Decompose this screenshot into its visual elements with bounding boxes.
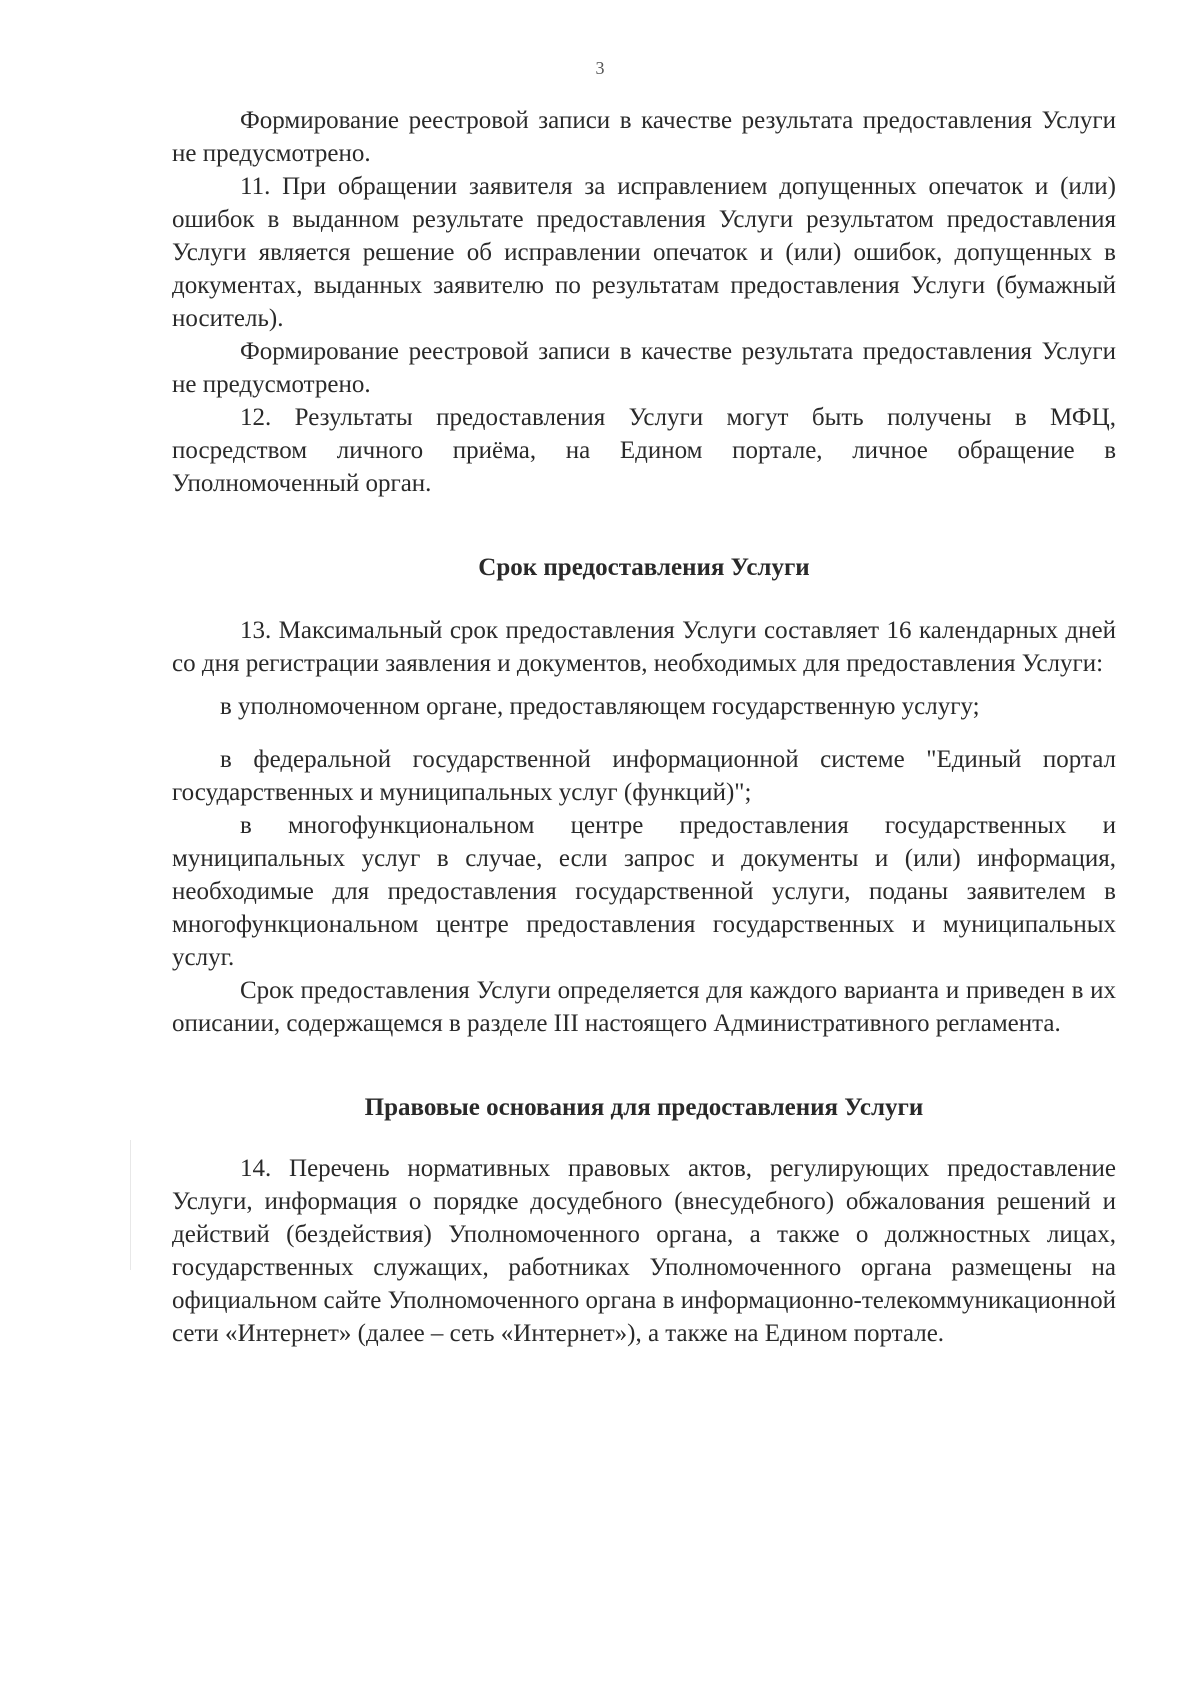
page-number: 3 — [595, 58, 605, 78]
paragraph-registry-note-2: Формирование реестровой записи в качестве результата предоставления Услуги не предусмотрено. — [172, 338, 1116, 398]
paragraph-14: 14. Перечень нормативных правовых актов, регулирующих предоставление Услуги, информация о порядке досудебного (внесудебного) обжалования решений и действий (бездействия) Уполномоченного органа, а также о должностных лицах, государственных служащих, работниках Уполномоченного органа размещены на официальном сайте Уполномоченного органа в информационно-телекоммуникационной сети «Интернет» (далее – сеть «Интернет»), а также на Едином портале. — [172, 1155, 1117, 1347]
document-body — [172, 104, 1116, 1350]
section-heading-term: Срок предоставления Услуги — [478, 554, 810, 581]
paragraph-registry-note-1: Формирование реестровой записи в качестве результата предоставления Услуги не предусмотрено. — [172, 107, 1116, 167]
scan-margin-mark — [130, 1140, 131, 1270]
paragraph-11: 11. При обращении заявителя за исправлением допущенных опечаток и (или) ошибок в выданном результате предоставления Услуги результатом предоставления Услуги является решение об исправлении опечаток и (или) ошибок, допущенных в документах, выданных заявителю по результатам предоставления Услуги (бумажный носитель). — [172, 173, 1116, 332]
list-item-mfc: в многофункциональном центре предоставления государственных и муниципальных услуг в случае, если запрос и документы и (или) информация, необходимые для предоставления государственной услуги, поданы заявителем в многофункциональном центре предоставления государственных и муниципальных услуг. — [172, 812, 1116, 971]
paragraph-13: 13. Максимальный срок предоставления Услуги составляет 16 календарных дней со дня регистрации заявления и документов, необходимых для предоставления Услуги: — [172, 617, 1116, 677]
section-heading-legal-basis: Правовые основания для предоставления Услуги — [364, 1094, 924, 1121]
paragraph-term-variant: Срок предоставления Услуги определяется для каждого варианта и приведен в их описании, содержащемся в разделе III настоящего Административного регламента. — [172, 977, 1116, 1037]
list-item-authorized-body: в уполномоченном органе, предоставляющем государственную услугу; — [220, 693, 980, 720]
list-item-unified-portal: в федеральной государственной информационной системе "Единый портал государственных и муниципальных услуг (функций)"; — [172, 746, 1116, 806]
paragraph-12: 12. Результаты предоставления Услуги могут быть получены в МФЦ, посредством личного приёма, на Едином портале, личное обращение в Уполномоченный орган. — [172, 404, 1116, 497]
